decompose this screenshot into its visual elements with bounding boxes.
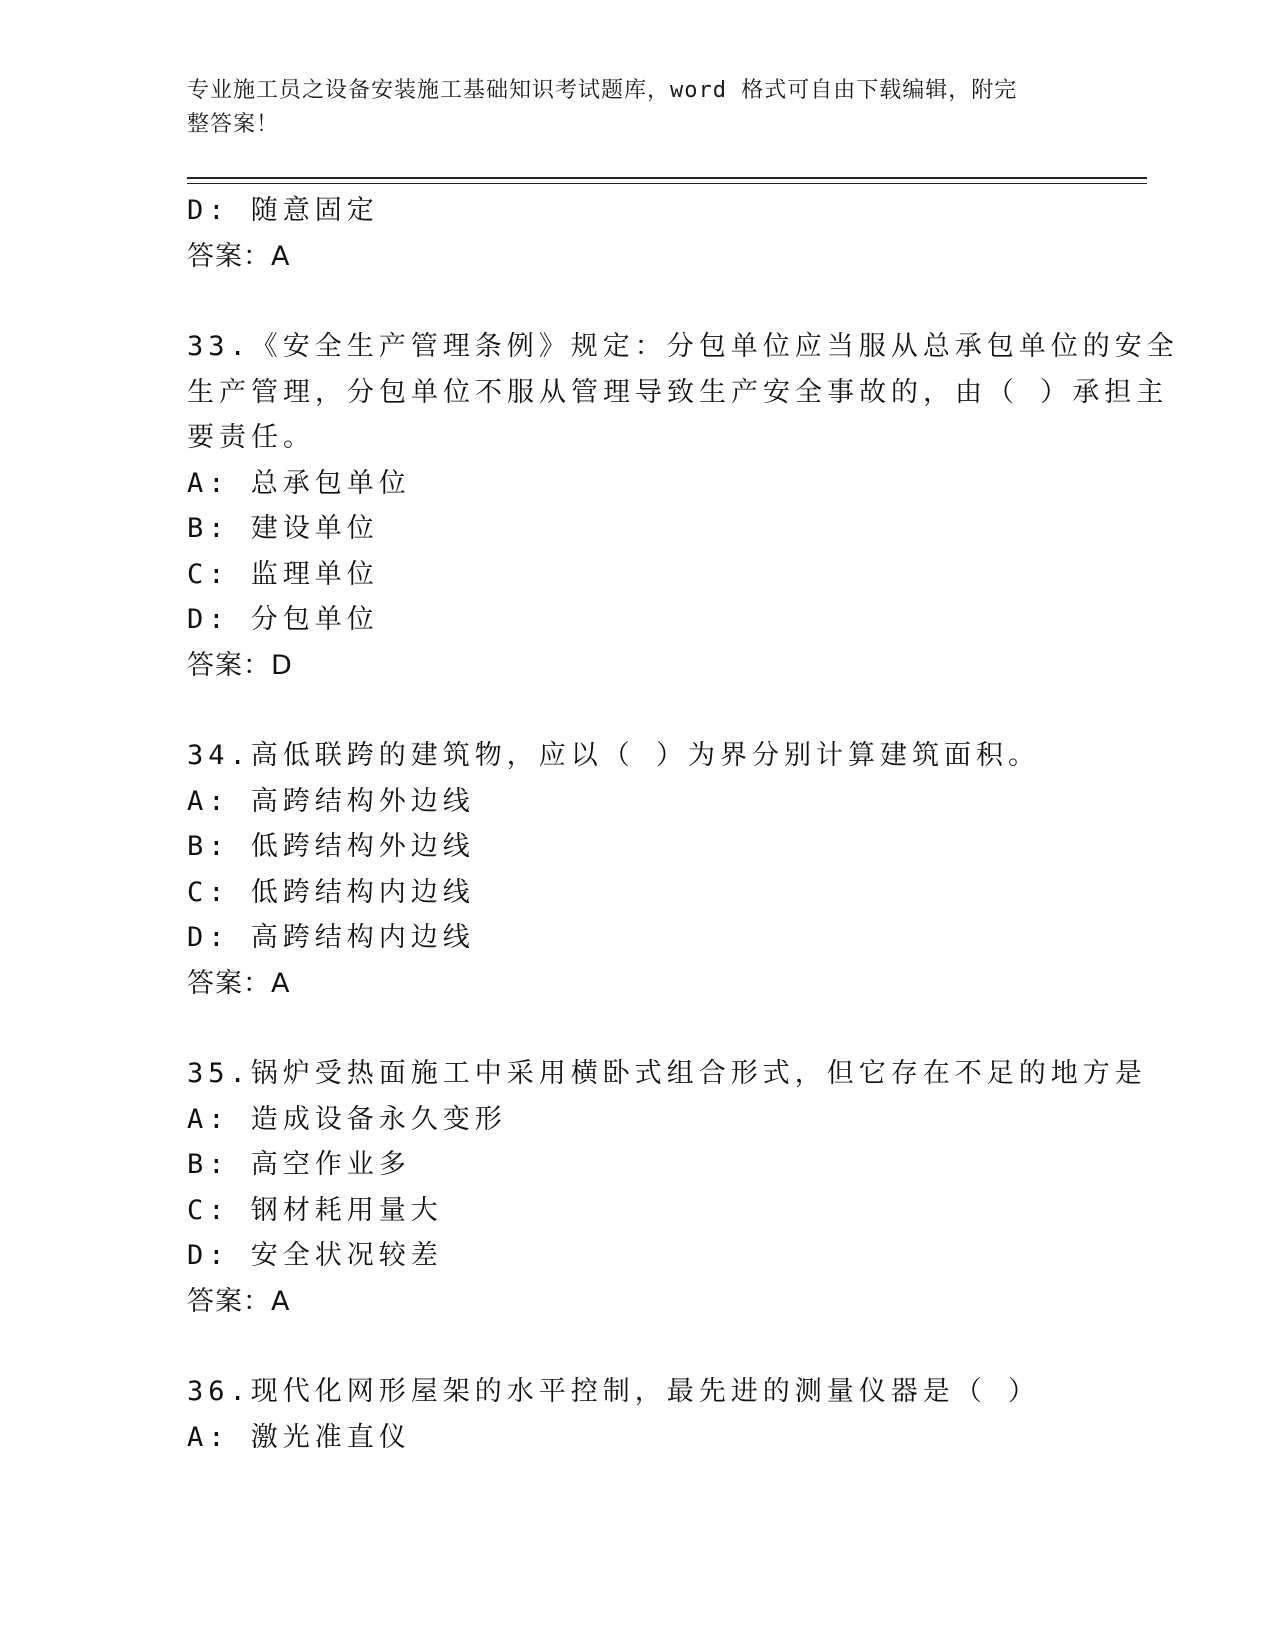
question-block-36 <box>187 1369 1087 1460</box>
question-text-line: 33.《安全生产管理条例》规定：分包单位应当服从总承包单位的安全 <box>187 331 1179 362</box>
answer-label: 答案：A <box>187 967 291 999</box>
option-b: B: 高空作业多 <box>187 1149 411 1180</box>
header-line-2: 整答案！ <box>187 112 280 137</box>
header-divider-thick <box>187 177 1147 179</box>
option-c: C: 监理单位 <box>187 558 379 590</box>
spacer <box>187 1006 1087 1051</box>
answer-label: 答案：A <box>187 240 291 272</box>
question-text-line: 生产管理，分包单位不服从管理导致生产安全事故的，由（ ）承担主 <box>187 376 1169 408</box>
option-a: A: 造成设备永久变形 <box>187 1103 507 1135</box>
question-block-35 <box>187 1051 1147 1324</box>
answer-label: 答案：A <box>187 1285 291 1317</box>
header-divider-thin <box>187 183 1147 184</box>
option-b: B: 低跨结构外边线 <box>187 831 475 862</box>
header-line-1: 专业施工员之设备安装施工基础知识考试题库，word 格式可自由下载编辑，附完 <box>187 78 1018 103</box>
spacer <box>187 1324 1087 1369</box>
option-c: C: 低跨结构内边线 <box>187 876 475 908</box>
question-list <box>187 188 1179 1460</box>
question-block-34 <box>187 733 1087 1006</box>
option-d: D: 高跨结构内边线 <box>187 922 475 953</box>
option-a: A: 高跨结构外边线 <box>187 785 475 817</box>
spacer <box>187 688 1087 733</box>
question-text-line: 要责任。 <box>187 422 315 453</box>
spacer <box>187 279 1087 324</box>
option-d: D: 分包单位 <box>187 604 379 635</box>
option-d: D: 安全状况较差 <box>187 1240 443 1271</box>
answer-label: 答案：D <box>187 649 293 681</box>
option-a: A: 激光准直仪 <box>187 1421 411 1453</box>
option-d: D: 随意固定 <box>187 195 379 226</box>
option-b: B: 建设单位 <box>187 513 379 544</box>
page-header <box>187 74 1087 142</box>
question-block-32-continued <box>187 188 1087 279</box>
question-block-33 <box>187 324 1179 688</box>
option-c: C: 钢材耗用量大 <box>187 1194 443 1226</box>
question-text-line: 35.锅炉受热面施工中采用横卧式组合形式，但它存在不足的地方是 <box>187 1058 1147 1089</box>
option-a: A: 总承包单位 <box>187 467 411 499</box>
question-text-line: 36.现代化网形屋架的水平控制，最先进的测量仪器是（ ） <box>187 1376 1041 1407</box>
question-text-line: 34.高低联跨的建筑物，应以（ ）为界分别计算建筑面积。 <box>187 740 1041 771</box>
